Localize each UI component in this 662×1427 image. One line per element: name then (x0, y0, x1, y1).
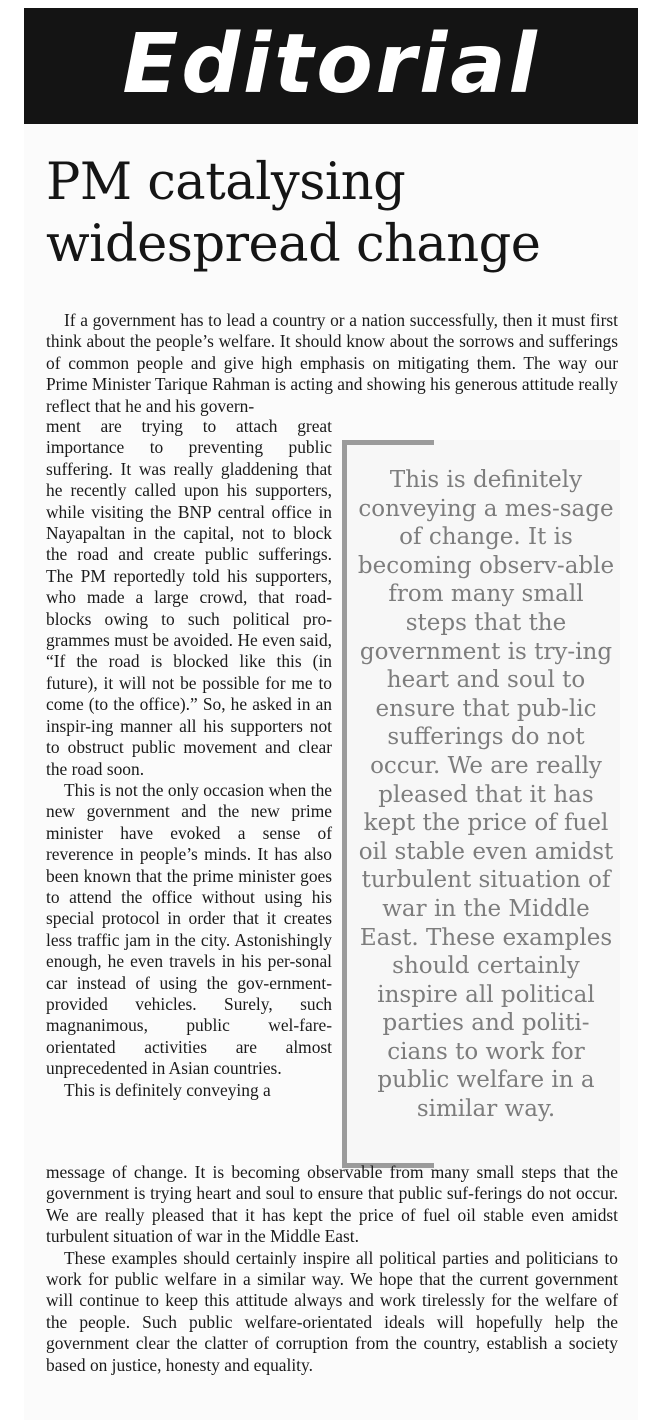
pull-quote-box (342, 440, 620, 1170)
paragraph-2: This is not the only occasion when the new government and the new prime minister have evoked a sense of reverence in people’s minds. It has also been known that the prime minister goes to attend the office without using his special protocol in order that it creates less traffic jam in the city. Astonishingly enough, he even travels in his per-sonal car instead of using the gov-ernment-provided vehicles. Surely, such magnanimous, public wel-fare-orientated activities are almost unprecedented in Asian countries. (46, 779, 332, 1079)
pull-quote-text: This is definitely conveying a mes-sage of change. It is becoming observ-able from many small steps that the government is try-ing heart and soul to ensure that pub-lic sufferings do not occur. We are really pleased that it has kept the price of fuel oil stable even amidst turbulent situation of war in the Middle East. These examples should certainly inspire all political parties and politi-cians to work for public welfare in a similar way. (357, 467, 615, 1123)
lead-paragraph: If a government has to lead a country or a nation successfully, then it must first think about the people’s welfare. It should know about the sorrows and sufferings of common people and give high emphasis on mitigating them. The way our Prime Minister Tarique Rahman is acting and showing his generous attitude really reflect that he and his govern- (46, 310, 618, 416)
newspaper-page (24, 8, 638, 1420)
bottom-full-width-block (46, 1162, 618, 1376)
pull-quote-top-rule (342, 440, 434, 445)
narrow-column (46, 416, 332, 1101)
article-headline: PM catalysing widespread change (46, 153, 541, 274)
masthead-banner (24, 8, 638, 124)
paragraph-4: These examples should certainly inspire all political parties and politicians to work for public welfare in a similar way. We hope that the current government will continue to keep this attitude always and work tirelessly for the welfare of the people. Such public welfare-orientated ideals will hopefully help the government clear the clatter of corruption from the country, establish a society based on justice, honesty and equality. (46, 1247, 618, 1375)
paragraph-3-start: This is definitely conveying a (64, 1079, 271, 1100)
paragraph-3-continued: message of change. It is becoming observable from many small steps that the government is trying heart and soul to ensure that public suf-ferings do not occur. We are really pleased that it has kept the price of fuel oil stable even amidst turbulent situation of war in the Middle East. (46, 1162, 618, 1247)
pull-quote-left-rule (342, 440, 347, 1168)
lead-paragraph-continued: ment are trying to attach great importance to preventing public suffering. It was really gladdening that he recently called upon his supporters, while visiting the BNP central office in Nayapaltan in the capital, not to block the road and create public sufferings. The PM reportedly told his supporters, who made a large crowd, that road-blocks owing to such political pro-grammes must be avoided. He even said, “If the road is blocked like this (in future), it will not be possible for me to come (to the office).” So, he asked in an inspir-ing manner all his supporters not to obstruct public movement and clear the road soon. (46, 416, 332, 779)
lead-paragraph-block (46, 310, 618, 417)
masthead-title: Editorial (122, 17, 540, 112)
